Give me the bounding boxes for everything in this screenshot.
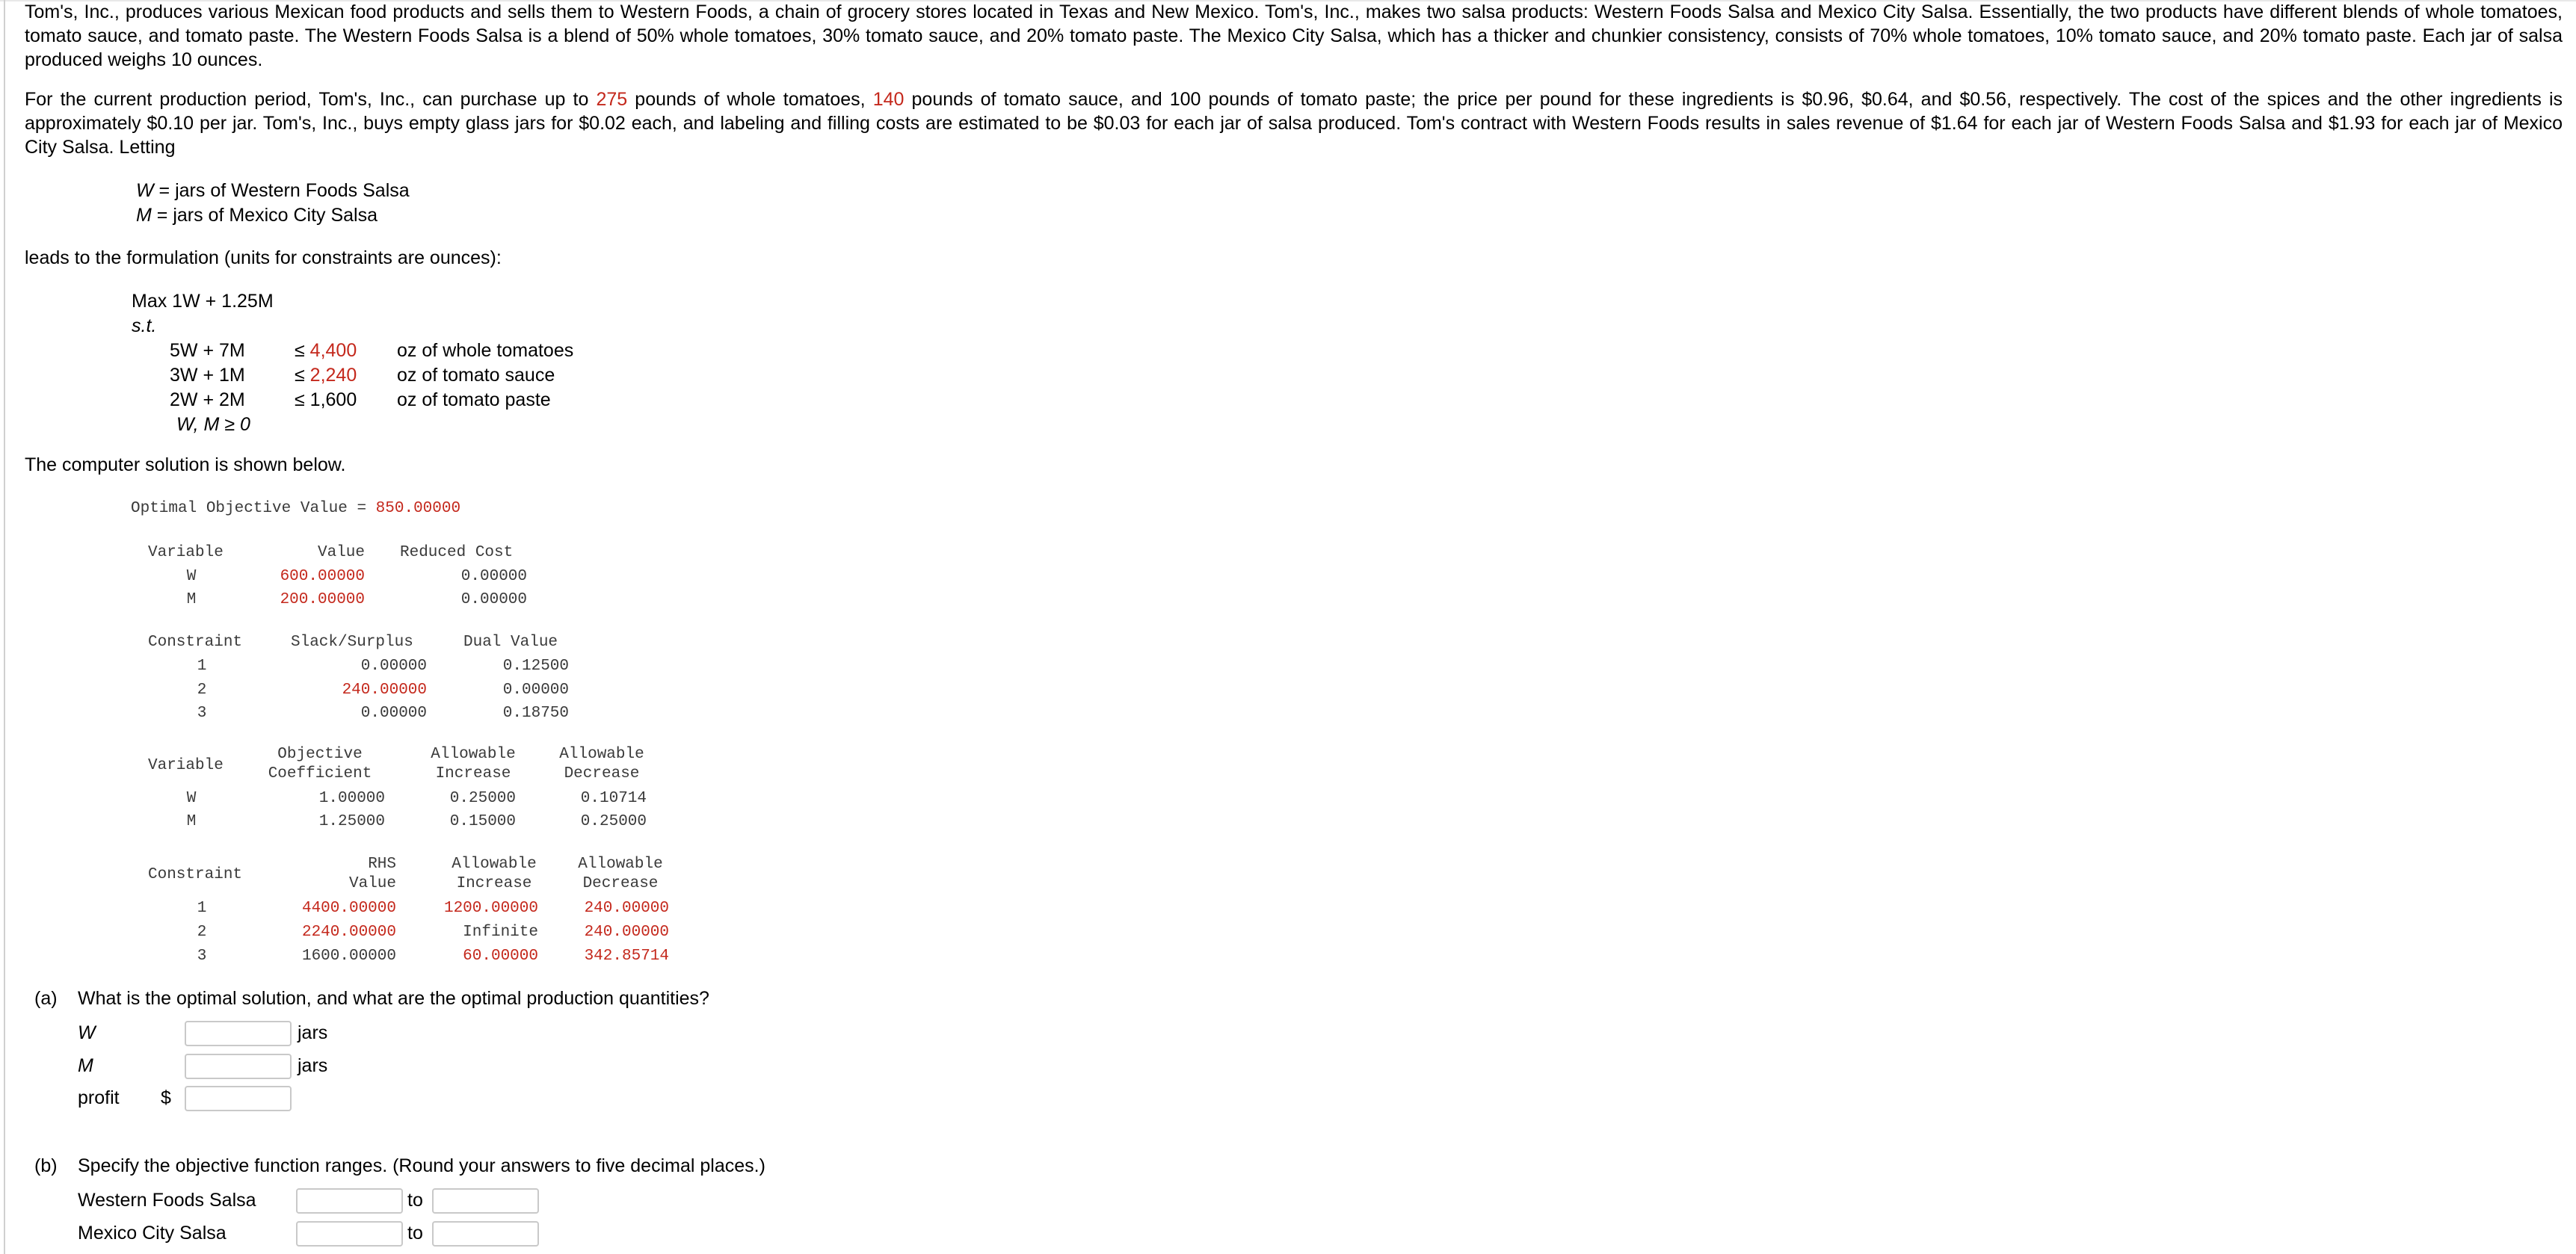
optimal-objective-value: Optimal Objective Value = 850.00000 [131,500,461,517]
rhs-range-header-dec-1: Allowable [578,856,663,873]
part-b-western-to: to [407,1190,423,1211]
w-jars-input[interactable] [185,1021,292,1046]
rhs-range-header-inc-2: Increase [456,875,532,892]
computer-solution-text: The computer solution is shown below. [25,454,346,475]
obj-range-m-inc: 0.15000 [449,813,516,830]
part-a-m-label: M [78,1055,93,1076]
part-a-w-unit: jars [298,1022,328,1043]
var-header-reduced-cost: Reduced Cost [400,544,514,561]
constraint-1-rhs: ≤ 4,400 [295,340,357,361]
obj-range-w-name: W [186,790,197,807]
rhs-range-1-rhs: 4400.00000 [301,900,396,917]
part-a-m-unit: jars [298,1055,328,1076]
rhs-range-3-rhs: 1600.00000 [301,948,396,965]
var-header-variable: Variable [148,544,224,561]
constraint-1-lhs: 5W + 7M [170,340,245,361]
obj-range-header-dec-2: Decrease [564,765,640,782]
con-row-3-dual: 0.18750 [502,705,569,722]
part-b-mexico-label: Mexico City Salsa [78,1223,227,1244]
nonnegativity: W, M ≥ 0 [176,414,250,435]
rhs-range-2-rhs: 2240.00000 [301,924,396,941]
part-a-question: What is the optimal solution, and what are the optimal production quantities? [78,988,709,1009]
con-row-2-name: 2 [197,682,207,699]
mexico-range-lower-input[interactable] [296,1221,403,1247]
rhs-range-header-inc-1: Allowable [452,856,537,873]
con-header-dual: Dual Value [463,634,558,651]
profit-input[interactable] [185,1086,292,1111]
var-row-m-reduced: 0.00000 [460,591,527,608]
con-row-1-dual: 0.12500 [502,658,569,675]
rhs-range-1-name: 1 [197,900,207,917]
var-header-value: Value [317,544,365,561]
rhs-range-3-name: 3 [197,948,207,965]
rhs-range-3-inc: 60.00000 [463,948,538,965]
rhs-range-1-inc: 1200.00000 [443,900,538,917]
rhs-range-2-name: 2 [197,924,207,941]
rhs-range-2-dec: 240.00000 [584,924,669,941]
part-a-w-label: W [78,1022,96,1043]
objective-function: Max 1W + 1.25M [132,291,274,312]
obj-range-header-dec-1: Allowable [559,746,644,763]
con-row-3-slack: 0.00000 [360,705,427,722]
var-row-m-name: M [186,591,197,608]
tomato-sauce-pounds: 140 [872,89,905,110]
obj-range-m-coef: 1.25000 [318,813,385,830]
leads-text: leads to the formulation (units for constraints are ounces): [25,247,502,268]
var-row-w-name: W [186,568,197,585]
rhs-range-header-constraint: Constraint [148,866,243,883]
western-range-lower-input[interactable] [296,1188,403,1214]
definition-w: W = jars of Western Foods Salsa [136,180,410,201]
var-row-w-reduced: 0.00000 [460,568,527,585]
obj-range-w-dec: 0.10714 [580,790,647,807]
constraint-3-rhs: ≤ 1,600 [295,389,357,410]
rhs-range-header-rhs-1: RHS [368,856,396,873]
obj-range-header-variable: Variable [148,757,224,774]
rhs-range-3-dec: 342.85714 [584,948,669,965]
m-jars-input[interactable] [185,1054,292,1079]
part-b-question: Specify the objective function ranges. (Round your answers to five decimal places.) [78,1155,765,1176]
rhs-range-2-inc: Infinite [463,924,538,941]
con-row-1-name: 1 [197,658,207,675]
mexico-range-upper-input[interactable] [432,1221,539,1247]
rhs-range-header-dec-2: Decrease [582,875,659,892]
con-row-2-slack: 240.00000 [342,682,427,699]
left-border [4,0,5,1254]
var-row-m-value: 200.00000 [280,591,365,608]
whole-tomatoes-pounds: 275 [596,89,628,110]
con-row-1-slack: 0.00000 [360,658,427,675]
con-row-3-name: 3 [197,705,207,722]
obj-range-header-inc-2: Increase [435,765,511,782]
constraint-3-lhs: 2W + 2M [170,389,245,410]
rhs-range-1-dec: 240.00000 [584,900,669,917]
constraint-2-desc: oz of tomato sauce [397,365,555,386]
obj-range-header-coef-2: Coefficient [268,765,372,782]
part-a-label: (a) [34,988,58,1009]
constraint-2-lhs: 3W + 1M [170,365,245,386]
part-b-western-label: Western Foods Salsa [78,1190,256,1211]
subject-to: s.t. [132,315,157,336]
western-range-upper-input[interactable] [432,1188,539,1214]
rhs-range-header-rhs-2: Value [348,875,396,892]
intro-paragraph-2: For the current production period, Tom's, Inc., can purchase up to 275 pounds of whole tomatoes, 140 pounds of tomato sauce, and 100 pounds of tomato paste; the price per pound for these ingredients is $0.96, $0.64, and $0.56, respectively. The cost of the spices and the other ingredients is approximately $0.10 per jar. Tom's, Inc., buys empty glass jars for $0.02 each, and labeling and filling costs are estimated to be $0.03 for each jar of salsa produced. Tom's contract with Western Foods results in sales revenue of $1.64 for each jar of Western Foods Salsa and $1.93 for each jar of Mexico City Salsa. Letting [25,89,2563,158]
obj-range-m-name: M [186,813,197,830]
obj-range-w-inc: 0.25000 [449,790,516,807]
constraint-1-desc: oz of whole tomatoes [397,340,574,361]
part-b-mexico-to: to [407,1223,423,1244]
definition-m: M = jars of Mexico City Salsa [136,205,378,226]
intro-paragraph-1: Tom's, Inc., produces various Mexican food products and sells them to Western Foods, a chain of grocery stores located in Texas and New Mexico. Tom's, Inc., makes two salsa products: Western Foods Salsa and Mexico City Salsa. Essentially, the two products have different blends of whole tomatoes, tomato sauce, and tomato paste. The Western Foods Salsa is a blend of 50% whole tomatoes, 30% tomato sauce, and 20% tomato paste. The Mexico City Salsa, which has a thicker and chunkier consistency, consists of 70% whole tomatoes, 10% tomato sauce, and 20% tomato paste. Each jar of salsa produced weighs 10 ounces. [25,1,2563,70]
con-header-constraint: Constraint [148,634,243,651]
obj-range-m-dec: 0.25000 [580,813,647,830]
con-header-slack: Slack/Surplus [291,634,413,651]
part-a-profit-prefix: $ [161,1087,171,1108]
con-row-2-dual: 0.00000 [502,682,569,699]
part-a-profit-label: profit [78,1087,120,1108]
obj-range-header-inc-1: Allowable [431,746,516,763]
var-row-w-value: 600.00000 [280,568,365,585]
obj-range-w-coef: 1.00000 [318,790,385,807]
constraint-2-rhs: ≤ 2,240 [295,365,357,386]
constraint-3-desc: oz of tomato paste [397,389,551,410]
obj-range-header-coef-1: Objective [277,746,363,763]
part-b-label: (b) [34,1155,58,1176]
